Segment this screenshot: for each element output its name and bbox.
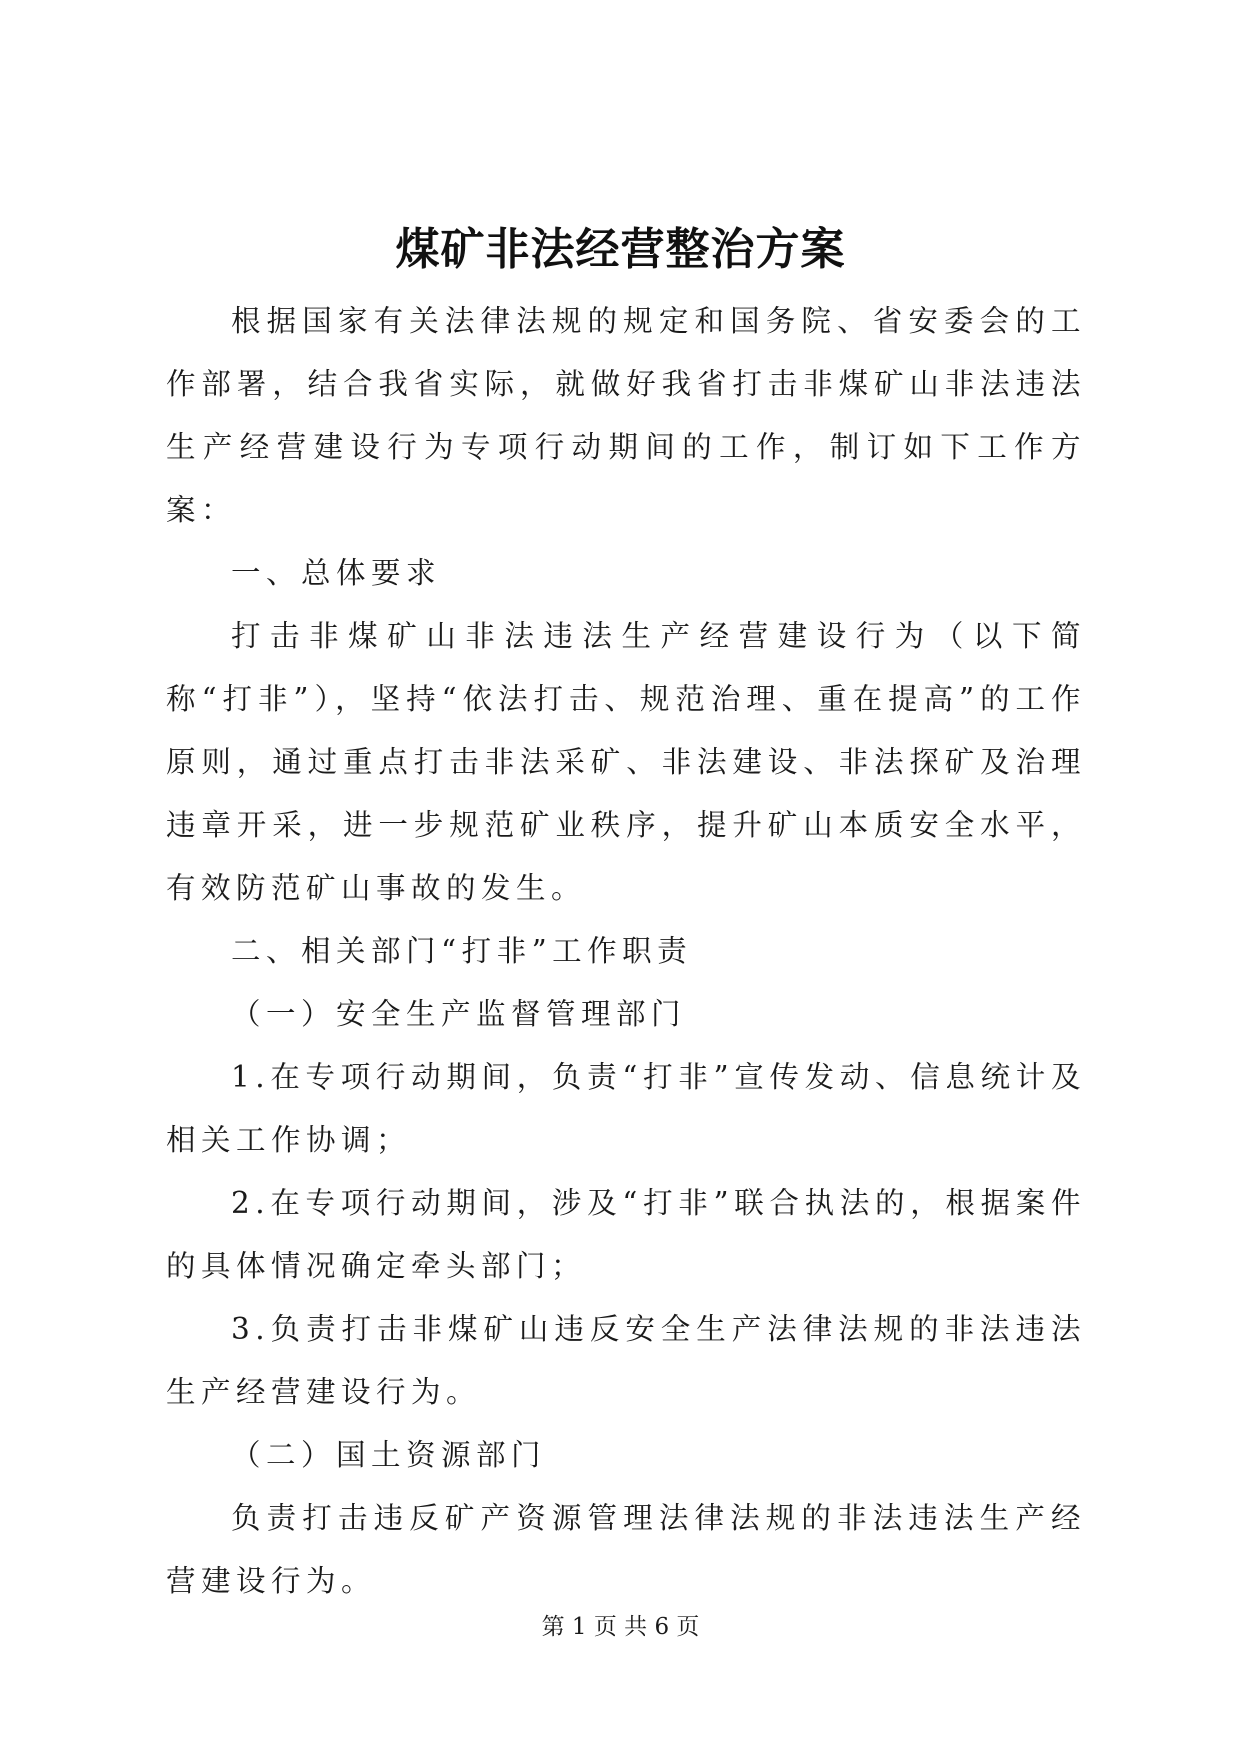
- paragraph-general-requirements: 打击非煤矿山非法违法生产经营建设行为（以下简称“打非”），坚持“依法打击、规范治理、重在提高”的工作原则，通过重点打击非法采矿、非法建设、非法探矿及治理违章开采，进一步规范矿业秩序，提升矿山本质安全水平，有效防范矿山事故的发生。: [166, 619, 1086, 905]
- heading-general-requirements: 一、总体要求: [231, 556, 442, 590]
- document-body: [166, 290, 1086, 1613]
- list-item-2: 2.在专项行动期间，涉及“打非”联合执法的，根据案件的具体情况确定牵头部门；: [166, 1186, 1086, 1283]
- subheading-land-resources-department: （二）国土资源部门: [231, 1438, 547, 1472]
- document-title: 煤矿非法经营整治方案: [395, 224, 846, 275]
- heading-department-duties: 二、相关部门“打非”工作职责: [231, 934, 693, 968]
- list-item-1: 1.在专项行动期间，负责“打非”宣传发动、信息统计及相关工作协调；: [166, 1060, 1086, 1157]
- page-number-footer: 第 1 页 共 6 页: [541, 1614, 700, 1640]
- list-item-3: 3.负责打击非煤矿山违反安全生产法律法规的非法违法生产经营建设行为。: [166, 1312, 1086, 1409]
- subheading-safety-department: （一）安全生产监督管理部门: [231, 997, 687, 1031]
- paragraph-intro: 根据国家有关法律法规的规定和国务院、省安委会的工作部署，结合我省实际，就做好我省打击非煤矿山非法违法生产经营建设行为专项行动期间的工作，制订如下工作方案：: [166, 304, 1086, 527]
- paragraph-land-resources-duty: 负责打击违反矿产资源管理法律法规的非法违法生产经营建设行为。: [166, 1501, 1086, 1598]
